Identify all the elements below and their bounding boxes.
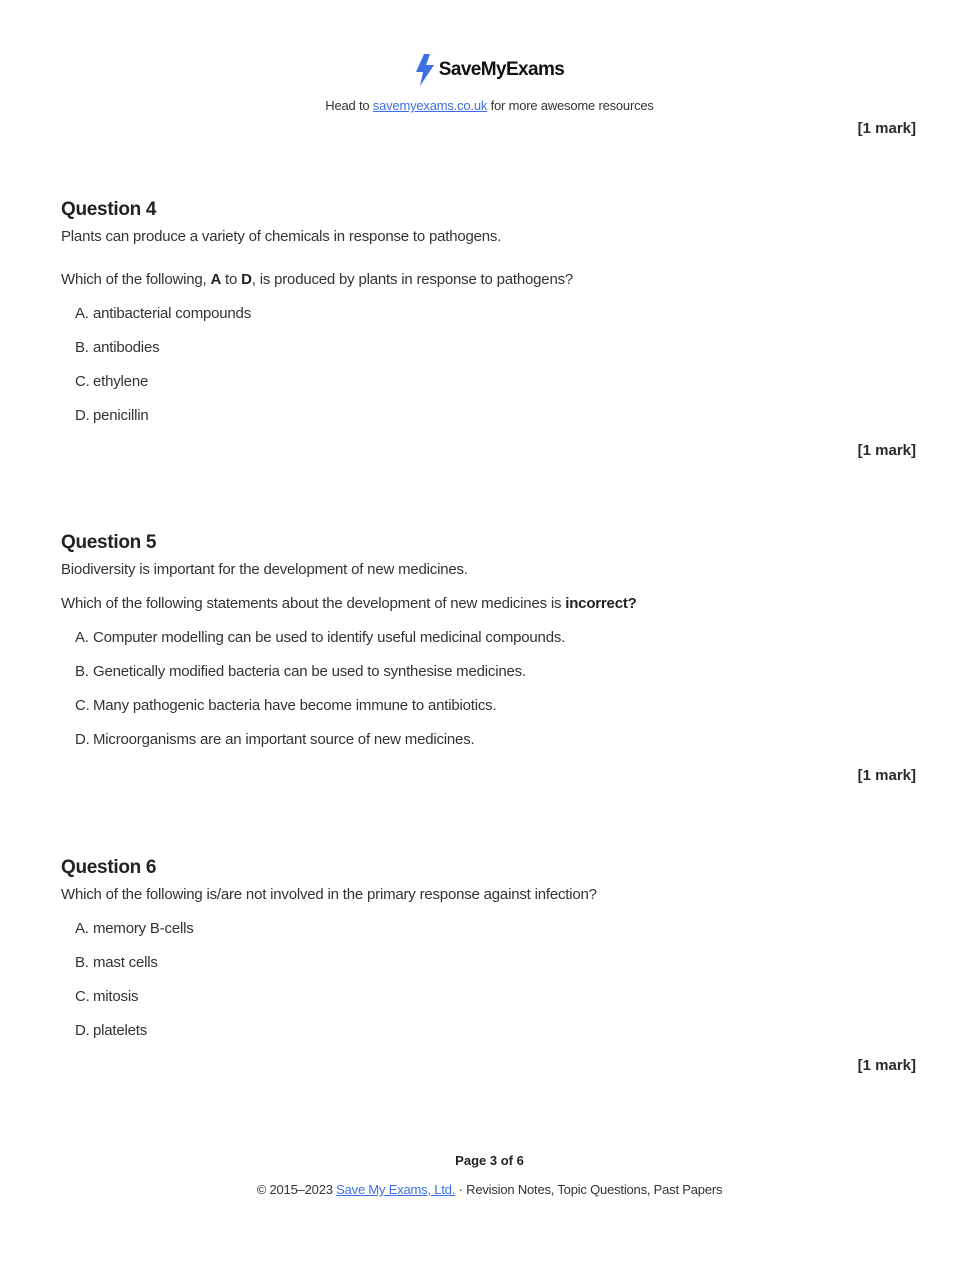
question-6	[61, 857, 921, 1041]
option-letter: A.	[75, 920, 89, 937]
page-header	[0, 54, 979, 113]
lightning-bolt-icon	[415, 54, 435, 86]
question-stem	[61, 270, 921, 290]
question-stem	[61, 594, 921, 614]
option-text: penicillin	[93, 407, 149, 424]
option-text: Many pathogenic bacteria have become immune to antibiotics.	[93, 697, 497, 714]
stem-bold-d: D	[241, 271, 252, 288]
tagline-suffix: for more awesome resources	[487, 98, 654, 113]
tagline	[0, 98, 979, 113]
option-a[interactable]	[61, 628, 921, 648]
option-d[interactable]	[61, 1021, 921, 1041]
option-text: platelets	[93, 1022, 148, 1039]
question-intro: Biodiversity is important for the development of new medicines.	[61, 561, 468, 578]
stem-part: Which of the following,	[61, 271, 211, 288]
option-d[interactable]	[61, 730, 921, 750]
page-number: Page 3 of 6	[455, 1153, 524, 1168]
option-letter: B.	[75, 339, 89, 356]
option-text: Computer modelling can be used to identify useful medicinal compounds.	[93, 629, 566, 646]
stem-part: to	[221, 271, 242, 288]
stem-part: Which of the following statements about the development of new medicines is	[61, 595, 566, 612]
option-text: memory B-cells	[93, 920, 194, 937]
option-letter: D.	[75, 407, 90, 424]
option-letter: D.	[75, 731, 90, 748]
option-letter: A.	[75, 629, 89, 646]
option-b[interactable]	[61, 953, 921, 973]
option-d[interactable]	[61, 406, 921, 426]
option-text: ethylene	[93, 373, 149, 390]
logo-text: SaveMyExams	[438, 59, 565, 80]
company-link[interactable]: Save My Exams, Ltd.	[336, 1182, 456, 1197]
question-stem: Which of the following is/are not involved in the primary response against infection?	[61, 886, 597, 903]
stem-bold-a: A	[210, 271, 222, 288]
mark-label: [1 mark]	[857, 120, 916, 137]
option-a[interactable]	[61, 304, 921, 324]
copyright-prefix: © 2015–2023	[256, 1182, 337, 1197]
option-letter: C.	[75, 373, 90, 390]
option-letter: B.	[75, 954, 89, 971]
option-text: antibacterial compounds	[93, 305, 251, 322]
question-intro: Plants can produce a variety of chemicals in response to pathogens.	[61, 228, 502, 245]
option-letter: C.	[75, 988, 90, 1005]
option-text: Microorganisms are an important source of new medicines.	[93, 731, 475, 748]
question-title: Question 5	[61, 532, 157, 553]
option-c[interactable]	[61, 987, 921, 1007]
option-letter: C.	[75, 697, 90, 714]
options-list	[61, 628, 921, 750]
question-4	[61, 199, 921, 426]
option-b[interactable]	[61, 338, 921, 358]
copyright-suffix: · Revision Notes, Topic Questions, Past Papers	[455, 1182, 723, 1197]
question-5	[61, 532, 921, 750]
option-b[interactable]	[61, 662, 921, 682]
site-link[interactable]: savemyexams.co.uk	[372, 98, 488, 113]
option-text: Genetically modified bacteria can be used to synthesise medicines.	[93, 663, 526, 680]
option-letter: D.	[75, 1022, 90, 1039]
mark-label: [1 mark]	[857, 1057, 916, 1074]
stem-bold: incorrect?	[565, 595, 637, 612]
logo[interactable]	[415, 54, 564, 86]
option-c[interactable]	[61, 372, 921, 392]
options-list	[61, 919, 921, 1041]
question-title: Question 6	[61, 857, 157, 878]
option-text: mitosis	[93, 988, 139, 1005]
copyright	[0, 1182, 979, 1197]
option-c[interactable]	[61, 696, 921, 716]
mark-label: [1 mark]	[857, 767, 916, 784]
question-title: Question 4	[61, 199, 157, 220]
stem-part: , is produced by plants in response to pathogens?	[251, 271, 574, 288]
options-list	[61, 304, 921, 426]
option-text: mast cells	[93, 954, 158, 971]
option-text: antibodies	[93, 339, 160, 356]
tagline-prefix: Head to	[325, 98, 373, 113]
option-letter: B.	[75, 663, 89, 680]
mark-label: [1 mark]	[857, 442, 916, 459]
option-letter: A.	[75, 305, 89, 322]
option-a[interactable]	[61, 919, 921, 939]
